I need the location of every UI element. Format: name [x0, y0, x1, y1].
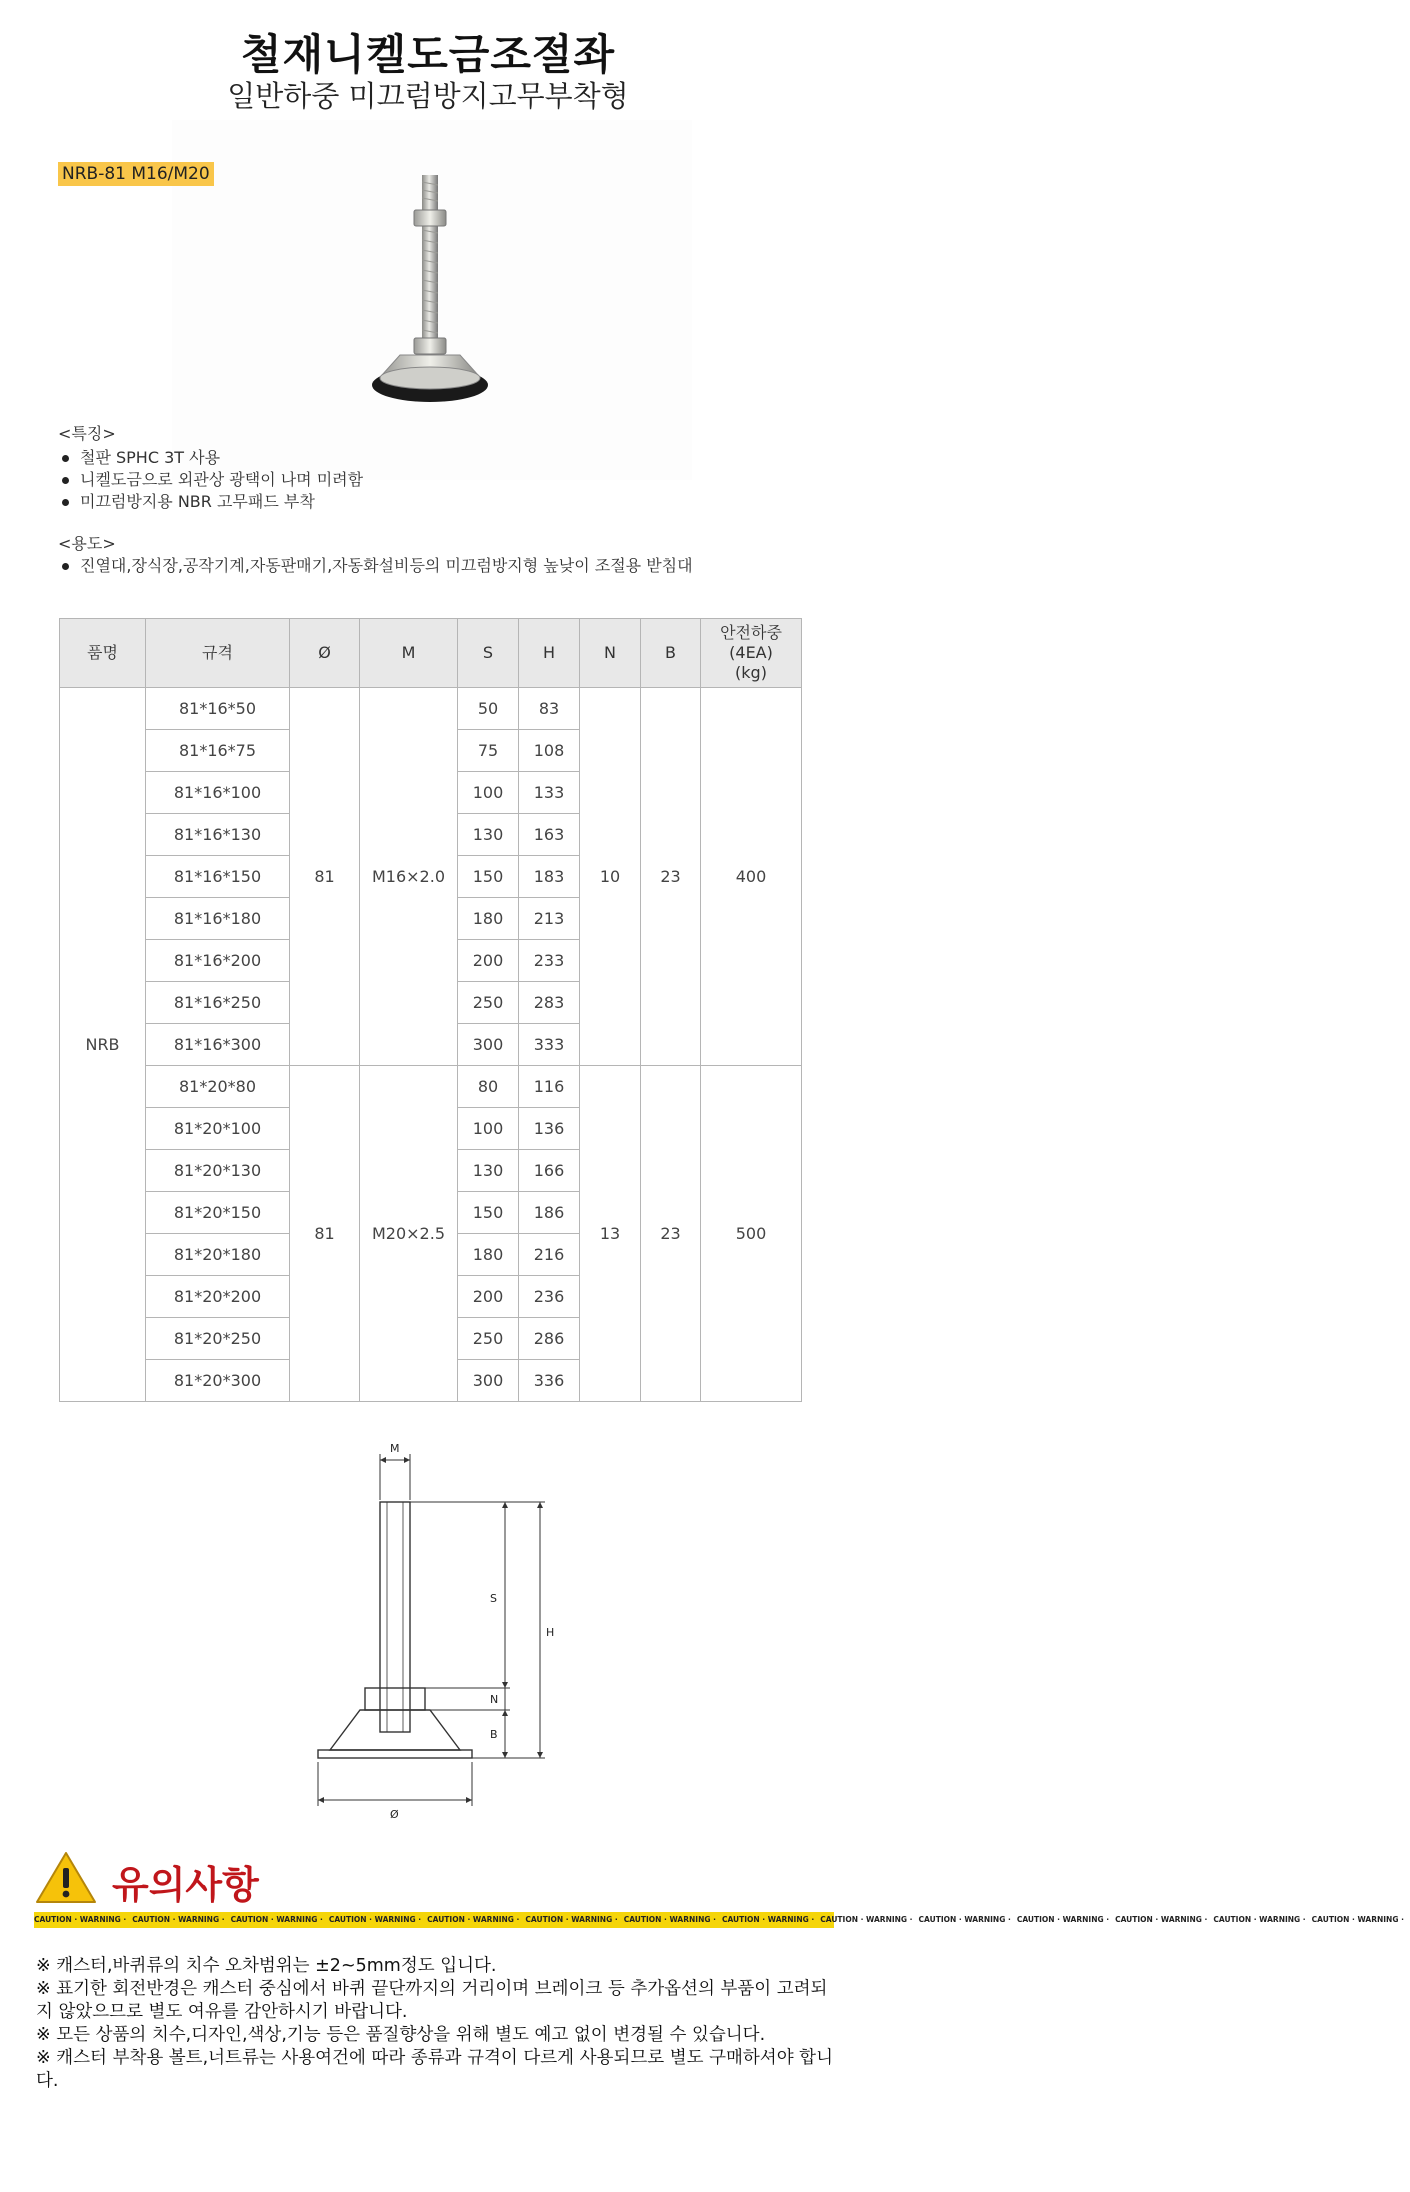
cell-s: 300 — [458, 1360, 519, 1402]
cell-s: 180 — [458, 1234, 519, 1276]
warning-strip-text: CAUTION · WARNING · — [230, 1915, 323, 1924]
feature-item: 니켈도금으로 외관상 광택이 나며 미려함 — [58, 469, 363, 491]
cell-h: 136 — [519, 1108, 580, 1150]
warning-strip-text: CAUTION · WARNING · — [623, 1915, 716, 1924]
cell-m: M16×2.0 — [360, 688, 458, 1066]
cell-spec: 81*20*180 — [146, 1234, 290, 1276]
feature-item: 미끄럼방지용 NBR 고무패드 부착 — [58, 491, 363, 513]
cell-spec: 81*20*250 — [146, 1318, 290, 1360]
note-item: ※ 캐스터,바퀴류의 치수 오차범위는 ±2~5mm정도 입니다. — [36, 1956, 497, 1976]
usage-heading: <용도> — [58, 534, 116, 553]
spec-row — [60, 688, 802, 730]
cell-spec: 81*16*300 — [146, 1024, 290, 1066]
diagram-label-n: N — [490, 1693, 499, 1706]
cell-diameter: 81 — [290, 688, 360, 1066]
cell-diameter: 81 — [290, 1066, 360, 1402]
cell-h: 216 — [519, 1234, 580, 1276]
cell-s: 150 — [458, 856, 519, 898]
cell-h: 166 — [519, 1150, 580, 1192]
diagram-label-diameter: Ø — [390, 1808, 399, 1821]
cell-spec: 81*16*200 — [146, 940, 290, 982]
cell-m: M20×2.5 — [360, 1066, 458, 1402]
header-load: 안전하중 (4EA) (kg) — [701, 619, 802, 688]
cell-h: 83 — [519, 688, 580, 730]
cell-h: 116 — [519, 1066, 580, 1108]
cell-spec: 81*16*250 — [146, 982, 290, 1024]
cell-h: 213 — [519, 898, 580, 940]
warning-strip-text: CAUTION · WARNING · — [427, 1915, 520, 1924]
cell-s: 300 — [458, 1024, 519, 1066]
header-name: 품명 — [60, 619, 146, 688]
dimension-diagram — [310, 1440, 570, 1830]
cell-spec: 81*16*100 — [146, 772, 290, 814]
features-section — [58, 423, 363, 513]
warning-strip-text: CAUTION · WARNING · — [34, 1915, 127, 1924]
cell-h: 286 — [519, 1318, 580, 1360]
note-item: ※ 캐스터 부착용 볼트,너트류는 사용여건에 따라 종류과 규격이 다르게 사용되므로 별도 구매하셔야 합니다. — [36, 2048, 833, 2091]
warning-strip-text: CAUTION · WARNING · — [1016, 1915, 1110, 1924]
warning-strip — [34, 1912, 1404, 1928]
cell-spec: 81*20*150 — [146, 1192, 290, 1234]
features-heading: <특징> — [58, 424, 116, 443]
cell-s: 75 — [458, 730, 519, 772]
usage-item: 진열대,장식장,공작기계,자동판매기,자동화설비등의 미끄럼방지형 높낮이 조절용 받침대 — [58, 555, 693, 577]
cell-spec: 81*16*180 — [146, 898, 290, 940]
cell-h: 183 — [519, 856, 580, 898]
header-spec: 규격 — [146, 619, 290, 688]
cell-h: 236 — [519, 1276, 580, 1318]
header-b: B — [641, 619, 701, 688]
warning-strip-text: CAUTION · WARNING · — [328, 1915, 422, 1924]
diagram-label-s: S — [490, 1592, 497, 1605]
cell-spec: 81*20*100 — [146, 1108, 290, 1150]
header-s: S — [458, 619, 519, 688]
cell-b: 23 — [641, 688, 701, 1066]
cell-n: 13 — [580, 1066, 641, 1402]
cell-spec: 81*20*80 — [146, 1066, 290, 1108]
cell-spec: 81*16*150 — [146, 856, 290, 898]
warning-strip-text: CAUTION · WARNING · — [721, 1915, 815, 1924]
header-n: N — [580, 619, 641, 688]
spec-header-row — [60, 619, 802, 688]
cell-n: 10 — [580, 688, 641, 1066]
cell-h: 333 — [519, 1024, 580, 1066]
cell-spec: 81*20*130 — [146, 1150, 290, 1192]
cell-s: 50 — [458, 688, 519, 730]
cell-spec: 81*16*75 — [146, 730, 290, 772]
cell-s: 250 — [458, 982, 519, 1024]
warning-strip-text: CAUTION · WARNING · — [918, 1915, 1011, 1924]
warning-strip-text: CAUTION · WARNING · — [1213, 1915, 1306, 1924]
feature-item: 철판 SPHC 3T 사용 — [58, 447, 363, 469]
caution-title: 유의사항 — [112, 1863, 259, 1907]
cell-s: 80 — [458, 1066, 519, 1108]
header-diameter: Ø — [290, 619, 360, 688]
cell-s: 200 — [458, 1276, 519, 1318]
page-subtitle: 일반하중 미끄럼방지고무부착형 — [227, 79, 629, 113]
leveling-foot-photo — [370, 170, 520, 410]
cell-load: 400 — [701, 688, 802, 1066]
diagram-label-m: M — [390, 1442, 400, 1455]
cell-b: 23 — [641, 1066, 701, 1402]
caution-notes — [36, 1955, 836, 2093]
cell-h: 163 — [519, 814, 580, 856]
cell-spec: 81*20*300 — [146, 1360, 290, 1402]
cell-s: 130 — [458, 814, 519, 856]
spec-table — [59, 618, 802, 1402]
cell-spec: 81*20*200 — [146, 1276, 290, 1318]
cell-s: 200 — [458, 940, 519, 982]
cell-s: 100 — [458, 1108, 519, 1150]
cell-load: 500 — [701, 1066, 802, 1402]
model-tag: NRB-81 M16/M20 — [58, 162, 214, 186]
cell-spec: 81*16*50 — [146, 688, 290, 730]
page-title: 철재니켈도금조절좌 — [240, 30, 616, 79]
cell-s: 100 — [458, 772, 519, 814]
cell-spec: 81*16*130 — [146, 814, 290, 856]
cell-s: 250 — [458, 1318, 519, 1360]
cell-h: 283 — [519, 982, 580, 1024]
header-m: M — [360, 619, 458, 688]
note-item: ※ 모든 상품의 치수,디자인,색상,기능 등은 품질향상을 위해 별도 예고 없이 변경될 수 있습니다. — [36, 2025, 766, 2045]
cell-h: 108 — [519, 730, 580, 772]
diagram-label-b: B — [490, 1728, 498, 1741]
cell-s: 130 — [458, 1150, 519, 1192]
warning-strip-text: CAUTION · WARNING · — [525, 1915, 618, 1924]
cell-h: 233 — [519, 940, 580, 982]
warning-strip-text: CAUTION · WARNING · — [132, 1915, 225, 1924]
warning-strip-text: CAUTION · WARNING · — [820, 1915, 913, 1924]
note-item: ※ 표기한 회전반경은 캐스터 중심에서 바퀴 끝단까지의 거리이며 브레이크 등 추가옵션의 부품이 고려되지 않았으므로 별도 여유를 감안하시기 바랍니다. — [36, 1979, 828, 2022]
caution-icon — [34, 1850, 98, 1906]
diagram-label-h: H — [546, 1626, 555, 1639]
warning-strip-text: CAUTION · WARNING · — [1311, 1915, 1404, 1924]
cell-s: 150 — [458, 1192, 519, 1234]
cell-h: 336 — [519, 1360, 580, 1402]
spec-row — [60, 1066, 802, 1108]
warning-strip-text: CAUTION · WARNING · — [1115, 1915, 1208, 1924]
cell-h: 133 — [519, 772, 580, 814]
cell-h: 186 — [519, 1192, 580, 1234]
usage-section — [58, 533, 693, 577]
cell-s: 180 — [458, 898, 519, 940]
header-h: H — [519, 619, 580, 688]
cell-product-name: NRB — [60, 688, 146, 1402]
